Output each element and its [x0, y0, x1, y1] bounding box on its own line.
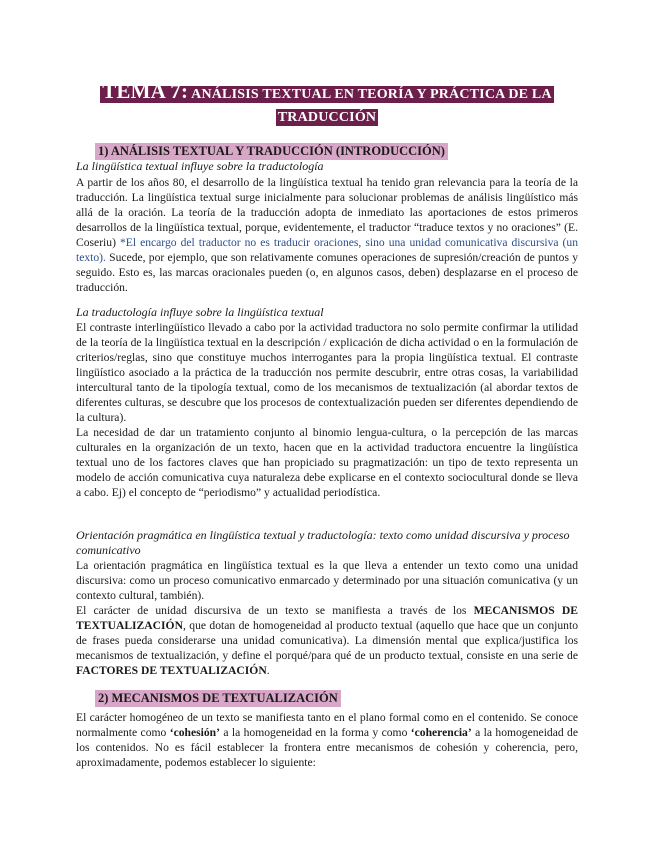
title-tema: TEMA 7: [102, 79, 189, 103]
term-cohesion: ‘cohesión’ [169, 726, 220, 739]
section-1-heading: 1) ANÁLISIS TEXTUAL Y TRADUCCIÓN (INTRODUCCIÓN) [95, 143, 448, 160]
term-mecanismos: MECANISMOS DE TEXTUALIZACIÓN [76, 604, 578, 632]
paragraph-4: La orientación pragmática en lingüística textual es la que lleva a entender un texto como una unidad discursiva: como un proceso comunicativo enmarcado y determinado por una situación comunicativa (y un contexto cultural, también). [76, 559, 578, 602]
paragraph-5: El carácter de unidad discursiva de un texto se manifiesta a través de los MECANISMOS DE TEXTUALIZACIÓN, que dotan de homogeneidad al producto textual (aquello que hace que un conjunto de frases pueda considerarse una unidad comunicativa). La dimensión mental que explica/justifica los mecanismos de textualización, y define el porqué/para qué de un producto textual, consiste en una serie de FACTORES DE TEXTUALIZACIÓN. [76, 604, 578, 677]
paragraph-2: El contraste interlingüístico llevado a cabo por la actividad traductora no solo permite confirmar la utilidad de la teoría de la lingüística textual en la descripción / explicación de dicha actividad o en la formulación de criterios/reglas, sino que constituye muchos interrogantes para la propia lingüística textual. El contraste lingüístico asociado a la práctica de la traducción nos permite descubrir, entre otras cosas, la variabilidad intercultural tanto de la tipología textual, como de los mecanismos de textualización (al abordar textos de diferentes culturas, se descubre que los procesos de contextualización pueden ser diferentes dependiendo de la cultura). [76, 321, 578, 424]
subheading-2: La traductología influye sobre la lingüística textual [76, 305, 324, 319]
paragraph-1: A partir de los años 80, el desarrollo de la lingüística textual ha tenido gran relevancia para la teoría de la traducción. La lingüística textual surge inicialmente para solucionar problemas de análisis lingüístico más allá de la oración. La teoría de la traducción adopta de inmediato las aportaciones de estos primeros desarrollos de la lingüística textual, porque, evidentemente, el traductor “traduce textos y no oraciones” (E. Coseriu) *El encargo del traductor no es traducir oraciones, sino una unidad comunicativa discursiva (un texto). Sucede, por ejemplo, que son relativamente comunes operaciones de supresión/creación de puntos y seguido. Esto es, las marcas oracionales pueden (o, en algunos casos, deben) desplazarse en el proceso de traducción. [76, 176, 578, 294]
subheading-3: Orientación pragmática en lingüística textual y traductología: texto como unidad discursiva y proceso comunicativo [76, 528, 570, 557]
term-coherencia: ‘coherencia’ [410, 726, 472, 739]
paragraph-3: La necesidad de dar un tratamiento conjunto al binomio lengua-cultura, o la percepción de las marcas culturales en la organización de un texto, hacen que en la actividad traductora encuentre la lingüística textual uno de los factores claves que han propiciado su pragmatización: un tipo de texto representa un modelo de acción comunicativa cuya naturaleza debe explicarse en el contexto sociocultural donde se lleva a cabo. Ej) el concepto de “periodismo” y actualidad periodística. [76, 426, 578, 499]
title-text: ANÁLISIS TEXTUAL EN TEORÍA Y PRÁCTICA DE LA TRADUCCIÓN [188, 87, 552, 125]
section-2-heading: 2) MECANISMOS DE TEXTUALIZACIÓN [95, 690, 341, 707]
highlight-note: *El encargo del traductor no es traducir oraciones, sino una unidad comunicativa discursiva (un texto). [76, 236, 578, 264]
page-title [76, 80, 578, 129]
term-factores: FACTORES DE TEXTUALIZACIÓN [76, 664, 267, 677]
paragraph-6: El carácter homogéneo de un texto se manifiesta tanto en el plano formal como en el contenido. Se conoce normalmente como ‘cohesión’ a la homogeneidad en la forma y como ‘coherencia’ a la homogeneidad de los contenidos. No es fácil establecer la frontera entre mecanismos de cohesión y coherencia, pero, aproximadamente, podemos establecer lo siguiente: [76, 711, 578, 769]
subheading-1: La lingüística textual influye sobre la traductología [76, 159, 324, 173]
